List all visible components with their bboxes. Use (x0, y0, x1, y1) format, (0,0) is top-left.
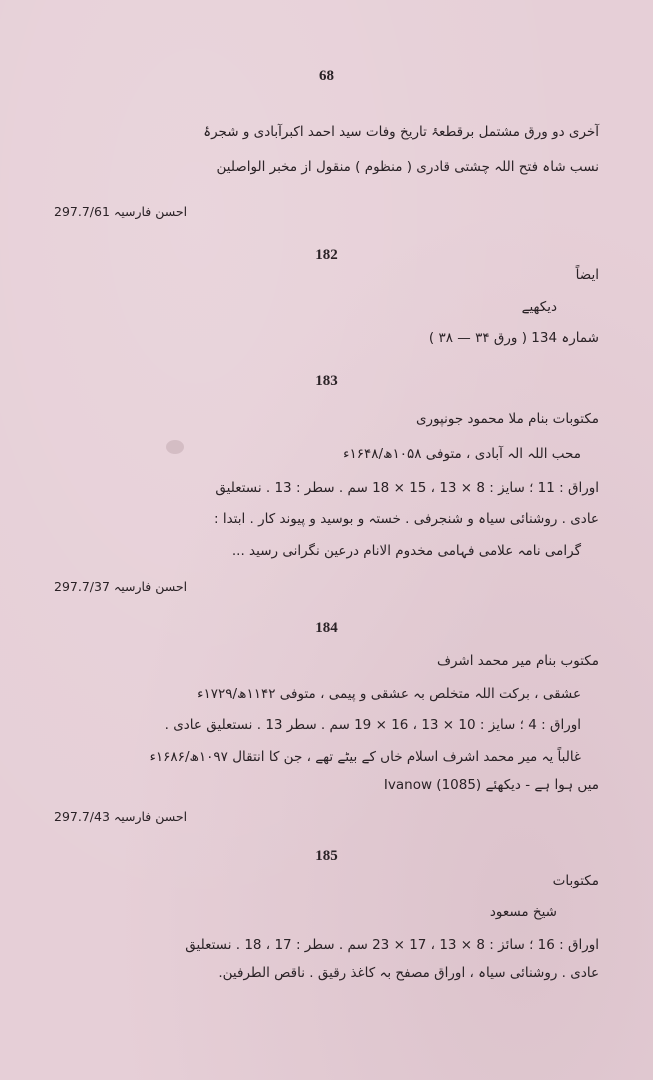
entry-185-number: 185 (315, 848, 338, 864)
entry-185-author: شیخ مسعود (489, 904, 557, 920)
entry-184-callnumber: احسن فارسیہ 297.7/43 (54, 809, 188, 824)
entry-182-reference: شمارہ 134 ( ورق ۳۴ — ۳۸ ) (428, 330, 599, 346)
entry-182-see: دیکھیے (521, 299, 557, 315)
entry-185-title: مکتوبات (552, 873, 599, 889)
entry-185-desc-line-1: اوراق : 16 ؛ سائز : 8 × 13 ، 17 × 23 سم . سطر : 17 ، 18 . نستعلیق (185, 937, 599, 953)
entry-184-title: مکتوب بنام میر محمد اشرف (436, 653, 599, 669)
entry-183-desc-line-2: عادی . روشنائی سیاہ و شنجرفی . خستہ و بوسید و پیوند کار . ابتدا : (213, 511, 599, 527)
entry-183-desc-line-3: گرامی نامہ علامی فہامی مخدوم الانام درعین نگرانی رسید ... (231, 543, 581, 559)
entry-184-author: عشقی ، برکت اللہ متخلص بہ عشقی و پیمی ، متوفی ۱۱۴۲ھ/۱۷۲۹ء (197, 686, 581, 702)
top-text-line-2: نسب شاہ فتح اللہ چشتی قادری ( منظوم ) منقول از مخبر الواصلین (216, 159, 599, 175)
entry-183-callnumber: احسن فارسیہ 297.7/37 (54, 579, 188, 594)
entry-183-number: 183 (315, 373, 338, 389)
entry-183-author: محب اللہ الہ آبادی ، متوفی ۱۰۵۸ھ/۱۶۴۸ء (343, 446, 581, 462)
page-number: 68 (319, 68, 334, 84)
ink-smudge (166, 440, 184, 454)
entry-184-desc-line-2: غالباً یہ میر محمد اشرف اسلام خاں کے بیٹے تھے ، جن کا انتقال ۱۰۹۷ھ/۱۶۸۶ء (149, 749, 581, 765)
entry-183-title: مکتوبات بنام ملا محمود جونپوری (415, 411, 599, 427)
entry-182-title: ایضاً (575, 267, 599, 283)
entry-184-number: 184 (315, 620, 338, 636)
top-text-line-1: آخری دو ورق مشتمل برقطعۂ تاریخ وفات سید احمد اکبرآبادی و شجرۂ (203, 124, 599, 140)
entry-184-desc-line-3: میں ہوا ہے - دیکھئے Ivanow (1085) (383, 777, 599, 793)
entry-182-number: 182 (315, 247, 338, 263)
top-callnumber: احسن فارسیہ 297.7/61 (54, 204, 188, 219)
entry-184-desc-line-1: اوراق : 4 ؛ سایز : 10 × 13 ، 16 × 19 سم . سطر 13 . نستعلیق عادی . (164, 717, 581, 733)
entry-183-desc-line-1: اوراق : 11 ؛ سایز : 8 × 13 ، 15 × 18 سم . سطر : 13 . نستعلیق (215, 480, 599, 496)
entry-185-desc-line-2: عادی . روشنائی سیاہ ، اوراق مصفح بہ کاغذ رقیق . ناقص الطرفین. (218, 965, 599, 981)
